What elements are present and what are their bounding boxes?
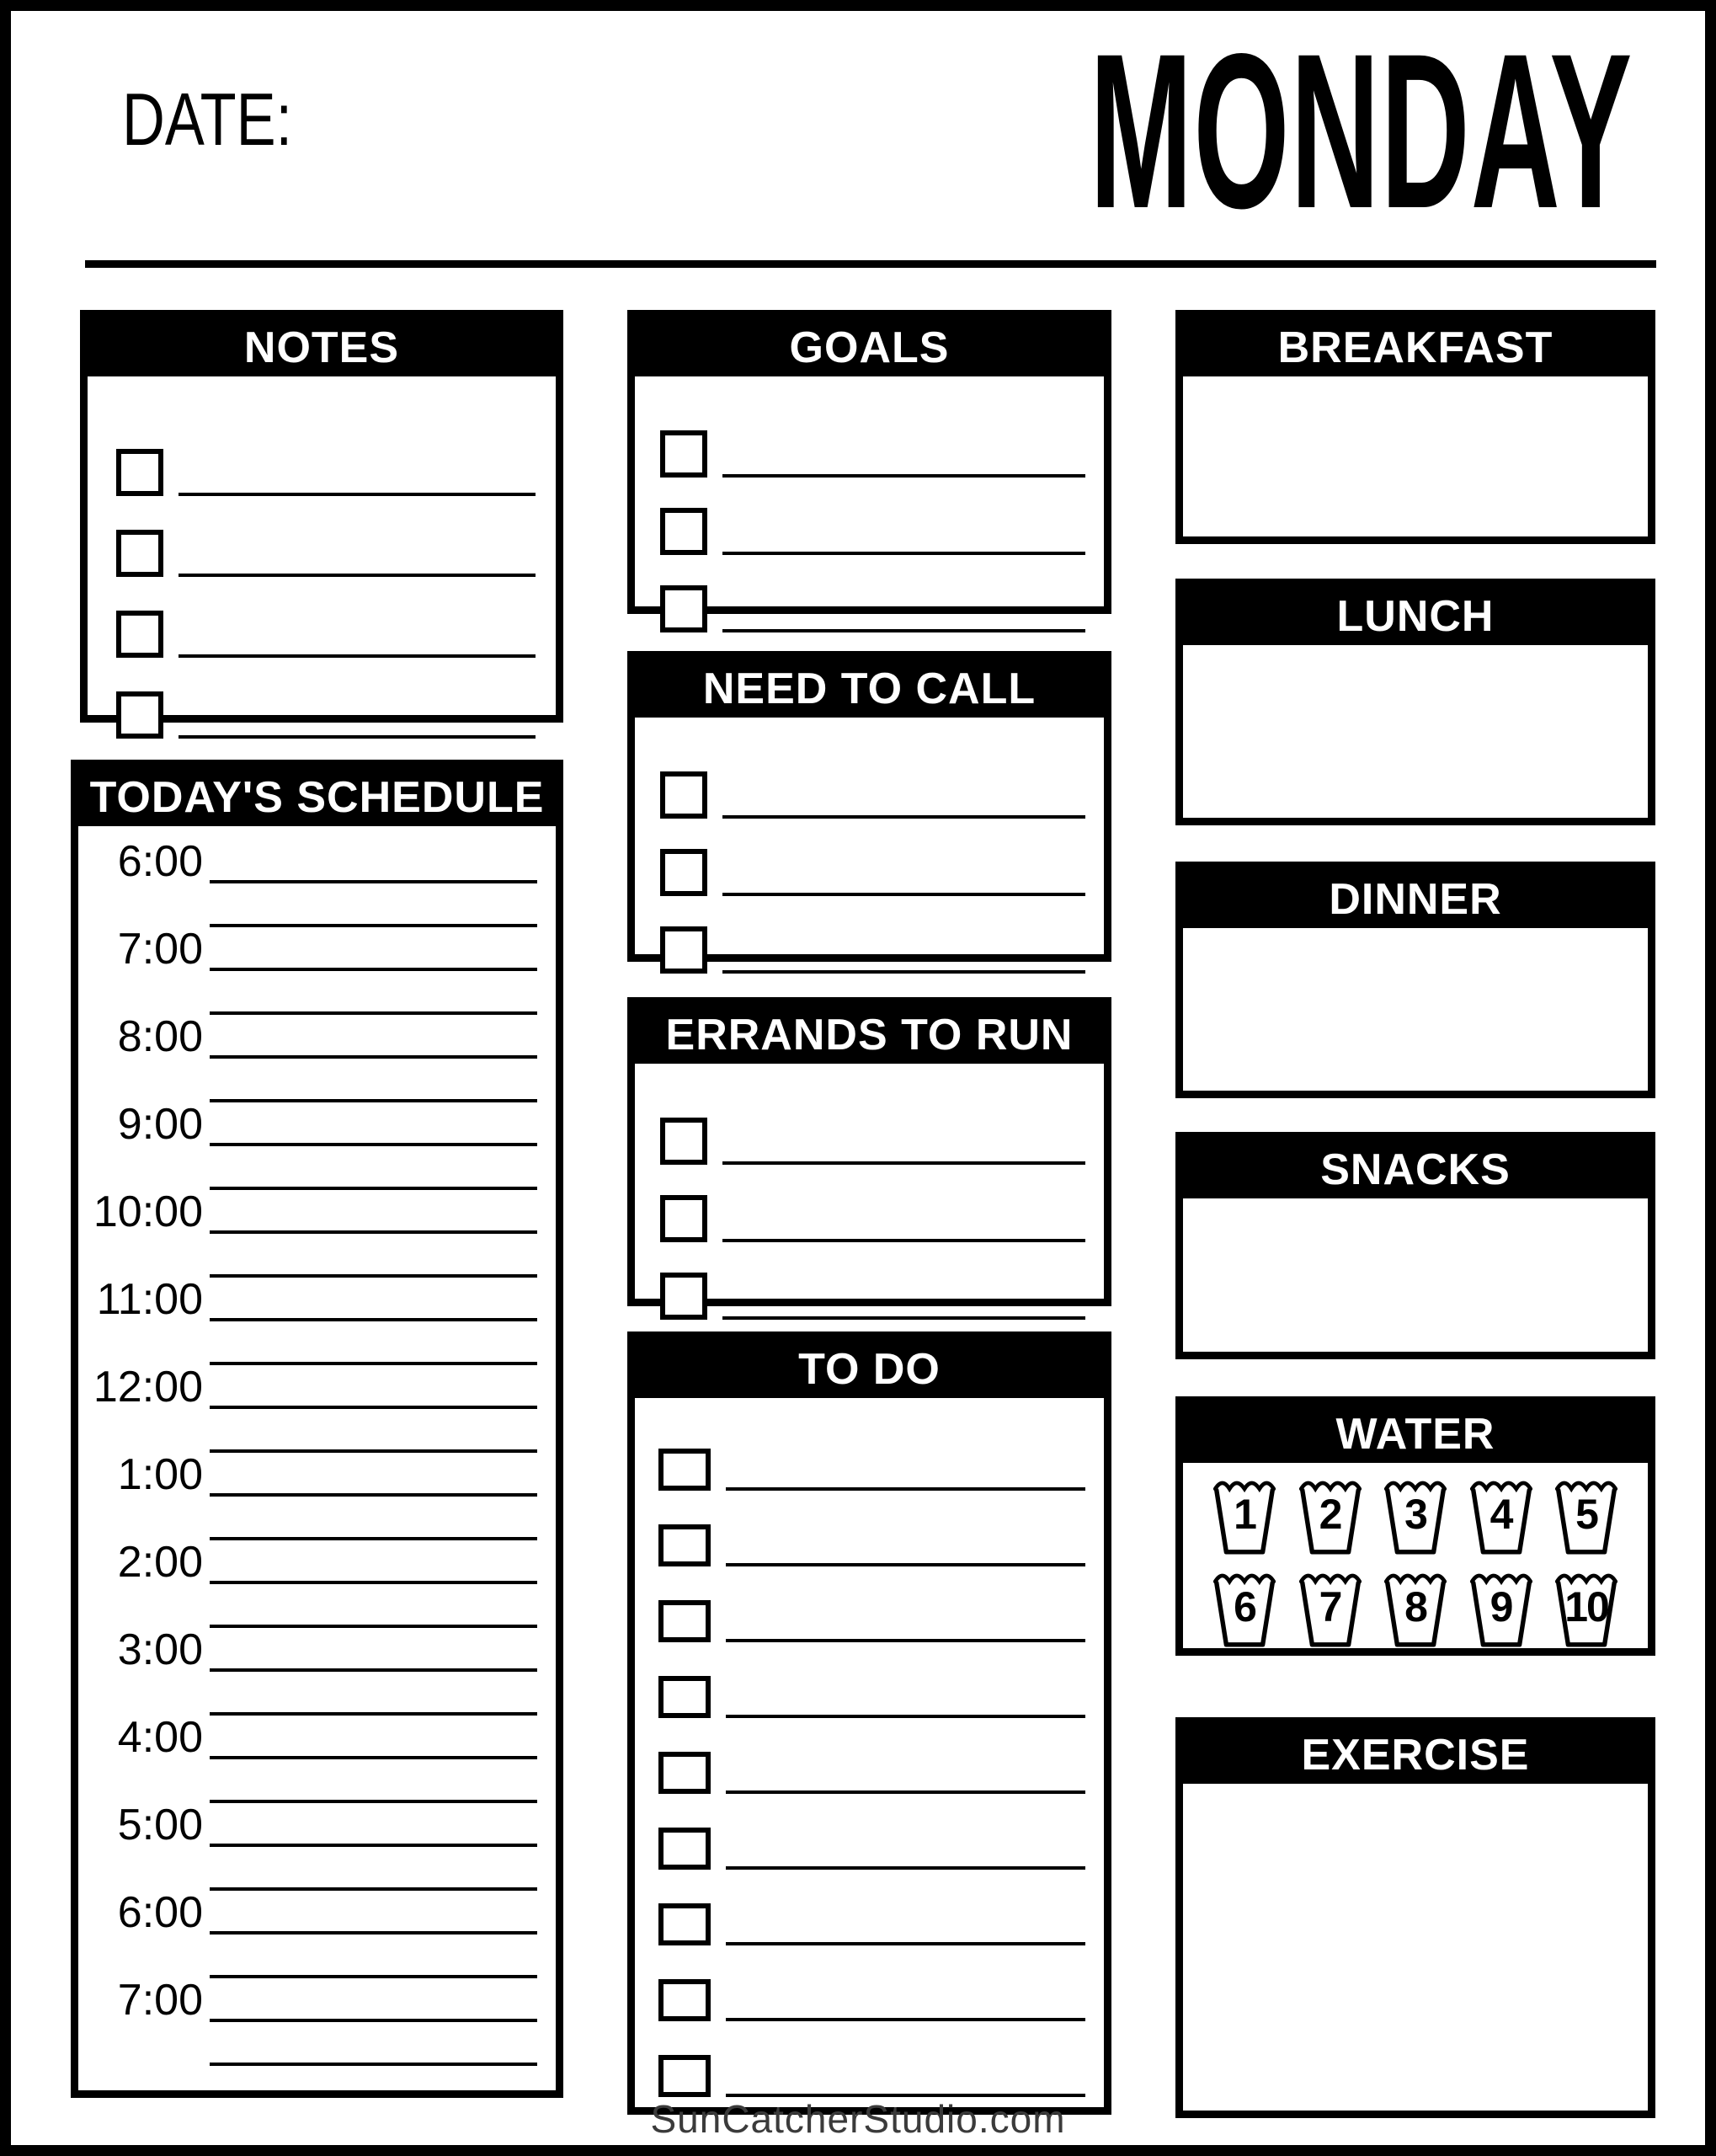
write-line[interactable] — [726, 1866, 1085, 1870]
schedule-half-hour-row — [78, 1234, 537, 1278]
todo-row — [658, 1794, 1085, 1870]
header-divider — [85, 260, 1656, 268]
write-line[interactable] — [726, 1715, 1085, 1718]
write-line[interactable] — [726, 1563, 1085, 1566]
date-label: DATE: — [122, 77, 293, 161]
errands-row — [660, 1242, 1085, 1320]
schedule-half-hour-row — [78, 1584, 537, 1628]
write-line[interactable] — [210, 1844, 537, 1847]
write-line[interactable] — [726, 1790, 1085, 1794]
schedule-hour-row — [78, 1538, 537, 1587]
schedule-half-hour-row — [78, 1672, 537, 1716]
schedule-section — [71, 760, 563, 2098]
water-cup-number: 5 — [1575, 1491, 1597, 1538]
schedule-half-hour-row — [78, 1847, 537, 1891]
errands-body — [635, 1064, 1104, 1320]
schedule-time-label: 5:00 — [117, 1801, 203, 1849]
water-header: WATER — [1183, 1404, 1648, 1463]
notes-row — [116, 415, 536, 496]
need-to-call-section — [627, 651, 1111, 962]
write-line[interactable] — [210, 1975, 537, 1978]
todo-row — [658, 1945, 1085, 2021]
write-line[interactable] — [722, 970, 1085, 974]
write-line[interactable] — [179, 735, 536, 739]
water-cup-icon[interactable] — [1553, 1564, 1619, 1650]
schedule-hour-row — [78, 1187, 537, 1236]
right-column — [1175, 310, 1655, 2118]
checkbox-icon[interactable] — [658, 1524, 711, 1566]
write-line[interactable] — [210, 1493, 537, 1497]
schedule-hour-row — [78, 1363, 537, 1412]
middle-column — [627, 310, 1111, 2115]
need-to-call-row — [660, 896, 1085, 974]
write-line[interactable] — [210, 1143, 537, 1146]
water-cup-icon[interactable] — [1468, 1471, 1534, 1557]
footer-credit: SunCatcherStudio.com — [650, 2097, 1066, 2141]
write-line[interactable] — [210, 1187, 537, 1190]
checkbox-icon[interactable] — [658, 1449, 711, 1491]
write-line[interactable] — [722, 1239, 1085, 1242]
todo-body — [635, 1398, 1104, 2097]
schedule-time-label: 3:00 — [117, 1625, 203, 1674]
schedule-half-hour-row — [78, 2022, 537, 2066]
schedule-half-hour-row — [78, 1059, 537, 1102]
write-line[interactable] — [179, 493, 536, 496]
errands-section — [627, 997, 1111, 1306]
write-line[interactable] — [210, 1931, 537, 1935]
write-line[interactable] — [210, 1756, 537, 1759]
write-line[interactable] — [722, 552, 1085, 555]
schedule-hour-row — [78, 1976, 537, 2025]
notes-row — [116, 658, 536, 739]
checkbox-icon[interactable] — [660, 1195, 707, 1242]
todo-section — [627, 1331, 1111, 2115]
write-line[interactable] — [210, 1362, 537, 1365]
water-cup-number: 8 — [1404, 1583, 1426, 1630]
todo-row — [658, 1718, 1085, 1794]
checkbox-icon[interactable] — [660, 849, 707, 896]
goals-row — [660, 478, 1085, 555]
water-cup-number: 3 — [1404, 1491, 1426, 1538]
schedule-time-label: 9:00 — [117, 1100, 203, 1149]
checkbox-icon[interactable] — [660, 1118, 707, 1165]
schedule-time-label: 12:00 — [93, 1363, 203, 1412]
write-line[interactable] — [210, 1274, 537, 1278]
write-line[interactable] — [210, 2063, 537, 2066]
notes-section — [80, 310, 563, 723]
breakfast-header: BREAKFAST — [1183, 318, 1648, 376]
schedule-hour-row — [78, 837, 537, 886]
todo-row — [658, 1642, 1085, 1718]
water-cup-icon[interactable] — [1383, 1564, 1448, 1650]
checkbox-icon[interactable] — [660, 771, 707, 819]
exercise-header: EXERCISE — [1183, 1725, 1648, 1784]
schedule-time-label: 4:00 — [117, 1713, 203, 1762]
errands-header: ERRANDS TO RUN — [635, 1005, 1104, 1064]
schedule-hour-row — [78, 925, 537, 974]
checkbox-icon[interactable] — [660, 585, 707, 632]
write-line[interactable] — [210, 1887, 537, 1891]
checkbox-icon[interactable] — [658, 1600, 711, 1642]
checkbox-icon[interactable] — [658, 1752, 711, 1794]
water-cup-number: 7 — [1319, 1583, 1341, 1630]
notes-header: NOTES — [88, 318, 556, 376]
checkbox-icon[interactable] — [116, 611, 163, 658]
page-title: MONDAY — [1089, 8, 1633, 254]
checkbox-icon[interactable] — [658, 1903, 711, 1945]
write-line[interactable] — [210, 2019, 537, 2022]
write-line[interactable] — [210, 1230, 537, 1234]
water-cup-icon[interactable] — [1298, 1471, 1363, 1557]
write-line[interactable] — [210, 880, 537, 883]
write-line[interactable] — [722, 893, 1085, 896]
checkbox-icon[interactable] — [660, 926, 707, 974]
water-section — [1175, 1396, 1655, 1656]
goals-body — [635, 376, 1104, 632]
snacks-section — [1175, 1132, 1655, 1359]
schedule-hour-row — [78, 1450, 537, 1499]
schedule-hour-row — [78, 1888, 537, 1937]
water-cup-icon[interactable] — [1298, 1564, 1363, 1650]
schedule-body — [78, 826, 556, 2066]
schedule-time-label: 10:00 — [93, 1187, 203, 1236]
water-cup-number: 4 — [1490, 1491, 1512, 1538]
schedule-half-hour-row — [78, 1321, 537, 1365]
goals-section — [627, 310, 1111, 614]
schedule-time-label: 8:00 — [117, 1012, 203, 1061]
todo-row — [658, 1491, 1085, 1566]
todo-row — [658, 1870, 1085, 1945]
need-to-call-header: NEED TO CALL — [635, 659, 1104, 718]
need-to-call-row — [660, 741, 1085, 819]
schedule-hour-row — [78, 1625, 537, 1674]
write-line[interactable] — [210, 1537, 537, 1540]
todo-row — [658, 2021, 1085, 2097]
write-line[interactable] — [210, 1011, 537, 1015]
snacks-header: SNACKS — [1183, 1139, 1648, 1198]
need-to-call-row — [660, 819, 1085, 896]
lunch-section — [1175, 579, 1655, 825]
lunch-header: LUNCH — [1183, 586, 1648, 645]
write-line[interactable] — [179, 574, 536, 577]
write-line[interactable] — [210, 1668, 537, 1672]
breakfast-section — [1175, 310, 1655, 544]
write-line[interactable] — [722, 815, 1085, 819]
write-line[interactable] — [210, 1449, 537, 1453]
errands-row — [660, 1087, 1085, 1165]
checkbox-icon[interactable] — [658, 1676, 711, 1718]
water-cup-number: 10 — [1564, 1583, 1608, 1630]
write-line[interactable] — [179, 654, 536, 658]
schedule-half-hour-row — [78, 1497, 537, 1540]
schedule-time-label: 11:00 — [96, 1275, 203, 1324]
water-cup-number: 2 — [1319, 1491, 1341, 1538]
write-line[interactable] — [722, 629, 1085, 632]
checkbox-icon[interactable] — [116, 449, 163, 496]
write-line[interactable] — [722, 1316, 1085, 1320]
todo-row — [658, 1566, 1085, 1642]
write-line[interactable] — [210, 1099, 537, 1102]
checkbox-icon[interactable] — [658, 2055, 711, 2097]
schedule-hour-row — [78, 1713, 537, 1762]
goals-row — [660, 400, 1085, 478]
write-line[interactable] — [726, 1639, 1085, 1642]
write-line[interactable] — [210, 1800, 537, 1803]
checkbox-icon[interactable] — [660, 1273, 707, 1320]
schedule-time-label: 7:00 — [117, 925, 203, 974]
write-line[interactable] — [210, 1581, 537, 1584]
schedule-time-label: 1:00 — [117, 1450, 203, 1499]
write-line[interactable] — [722, 1161, 1085, 1165]
notes-body — [88, 376, 556, 739]
write-line[interactable] — [726, 2018, 1085, 2021]
schedule-half-hour-row — [78, 883, 537, 927]
checkbox-icon[interactable] — [660, 508, 707, 555]
need-to-call-body — [635, 718, 1104, 974]
checkbox-icon[interactable] — [116, 530, 163, 577]
schedule-time-label: 7:00 — [117, 1976, 203, 2025]
dinner-header: DINNER — [1183, 869, 1648, 928]
schedule-hour-row — [78, 1803, 537, 1847]
schedule-half-hour-row — [78, 1759, 537, 1803]
checkbox-icon[interactable] — [658, 1979, 711, 2021]
write-line[interactable] — [210, 1318, 537, 1321]
schedule-time-label: 6:00 — [117, 837, 203, 886]
water-tracker — [1183, 1463, 1648, 1650]
exercise-section — [1175, 1717, 1655, 2118]
water-cup-icon[interactable] — [1383, 1471, 1448, 1557]
schedule-hour-row — [78, 1275, 537, 1324]
water-cup-number: 1 — [1234, 1491, 1255, 1538]
water-cup-icon[interactable] — [1468, 1564, 1534, 1650]
goals-header: GOALS — [635, 318, 1104, 376]
dinner-section — [1175, 862, 1655, 1098]
water-cup-number: 9 — [1490, 1583, 1512, 1630]
write-line[interactable] — [210, 1406, 537, 1409]
schedule-hour-row — [78, 1100, 537, 1149]
write-line[interactable] — [210, 1625, 537, 1628]
schedule-header: TODAY'S SCHEDULE — [78, 767, 556, 826]
write-line[interactable] — [722, 474, 1085, 478]
errands-row — [660, 1165, 1085, 1242]
water-cup-icon[interactable] — [1553, 1471, 1619, 1557]
goals-row — [660, 555, 1085, 632]
water-cup-icon[interactable] — [1212, 1564, 1277, 1650]
schedule-time-label: 6:00 — [117, 1888, 203, 1937]
schedule-half-hour-row — [78, 1146, 537, 1190]
checkbox-icon[interactable] — [116, 691, 163, 739]
water-cup-icon[interactable] — [1212, 1471, 1277, 1557]
schedule-half-hour-row — [78, 971, 537, 1015]
todo-header: TO DO — [635, 1339, 1104, 1398]
todo-row — [658, 1415, 1085, 1491]
schedule-half-hour-row — [78, 1935, 537, 1978]
checkbox-icon[interactable] — [660, 430, 707, 478]
left-column — [71, 310, 563, 2098]
write-line[interactable] — [210, 1712, 537, 1716]
write-line[interactable] — [726, 1942, 1085, 1945]
write-line[interactable] — [726, 1487, 1085, 1491]
schedule-time-label: 2:00 — [117, 1538, 203, 1587]
write-line[interactable] — [210, 968, 537, 971]
water-cup-number: 6 — [1234, 1583, 1255, 1630]
write-line[interactable] — [210, 924, 537, 927]
schedule-half-hour-row — [78, 1409, 537, 1453]
write-line[interactable] — [210, 1055, 537, 1059]
notes-row — [116, 577, 536, 658]
notes-row — [116, 496, 536, 577]
checkbox-icon[interactable] — [658, 1828, 711, 1870]
schedule-hour-row — [78, 1012, 537, 1061]
